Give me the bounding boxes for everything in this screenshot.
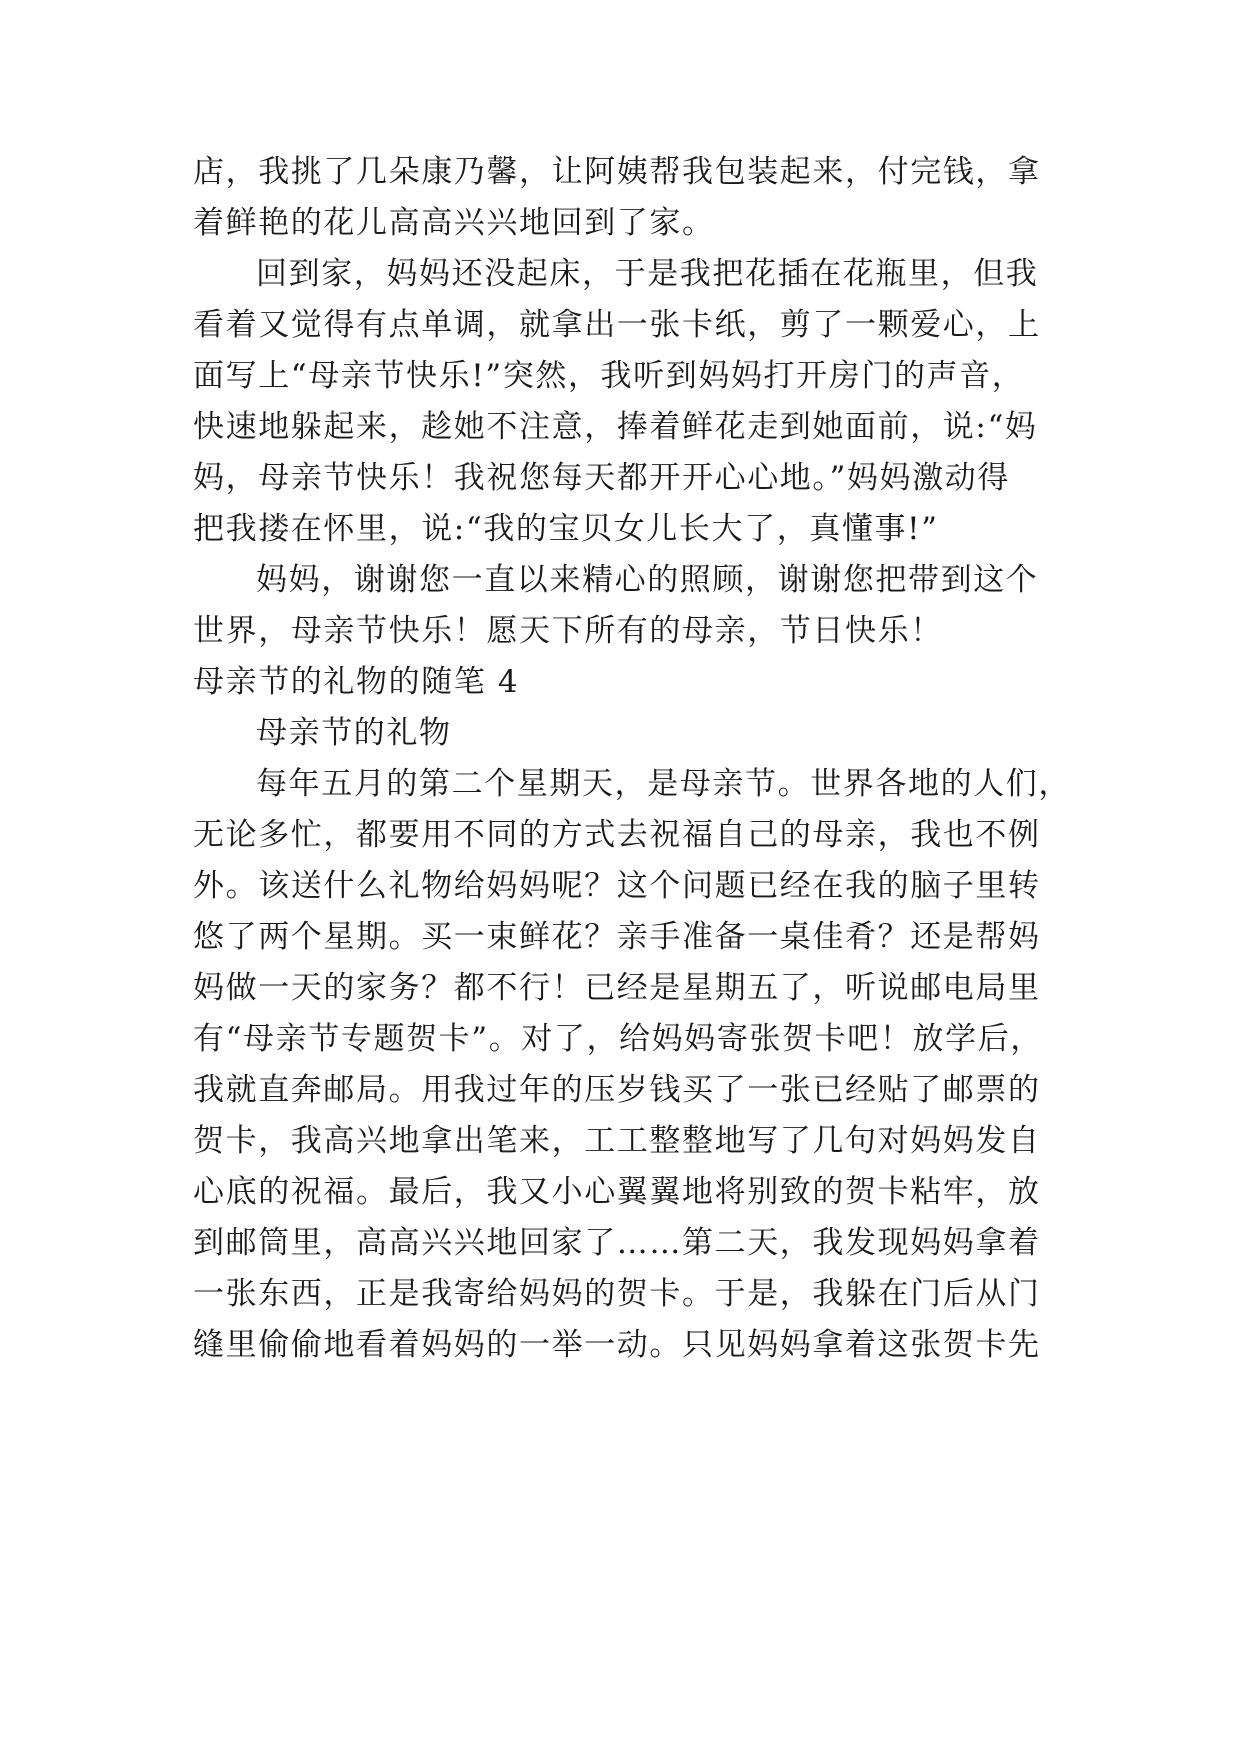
- text-line: 世界，母亲节快乐！愿天下所有的母亲，节日快乐！: [193, 613, 943, 649]
- text-line: 妈，母亲节快乐！我祝您每天都开开心心地。”妈妈激动得: [193, 460, 1010, 496]
- text-line: 悠了两个星期。买一束鲜花？亲手准备一桌佳肴？还是帮妈: [193, 919, 1041, 955]
- text-line: 一张东西，正是我寄给妈妈的贺卡。于是，我躲在门后从门: [193, 1276, 1041, 1312]
- paragraph-start-line: 每年五月的第二个星期天，是母亲节。世界各地的人们，: [256, 766, 1071, 802]
- text-line: 把我搂在怀里，说:“我的宝贝女儿长大了，真懂事!”: [193, 511, 939, 547]
- text-line: 心底的祝福。最后，我又小心翼翼地将别致的贺卡粘牢，放: [193, 1174, 1041, 1210]
- text-line: 外。该送什么礼物给妈妈呢？这个问题已经在我的脑子里转: [193, 868, 1041, 904]
- text-line: 着鲜艳的花儿高高兴兴地回到了家。: [193, 205, 715, 241]
- text-line: 面写上“母亲节快乐!”突然，我听到妈妈打开房门的声音，: [193, 358, 1025, 394]
- paragraph-start-line: 妈妈，谢谢您一直以来精心的照顾，谢谢您把带到这个: [256, 562, 1039, 598]
- text-line: 看着又觉得有点单调，就拿出一张卡纸，剪了一颗爱心，上: [193, 307, 1041, 343]
- text-line: 贺卡，我高兴地拿出笔来，工工整整地写了几句对妈妈发自: [193, 1123, 1041, 1159]
- text-line: 我就直奔邮局。用我过年的压岁钱买了一张已经贴了邮票的: [193, 1072, 1041, 1108]
- text-line: 店，我挑了几朵康乃馨，让阿姨帮我包装起来，付完钱，拿: [193, 154, 1041, 190]
- section-heading: 母亲节的礼物的随笔 4: [193, 664, 520, 700]
- text-line: 无论多忙，都要用不同的方式去祝福自己的母亲，我也不例: [193, 817, 1041, 853]
- text-line: 有“母亲节专题贺卡”。对了，给妈妈寄张贺卡吧！放学后，: [193, 1021, 1043, 1057]
- text-line: 缝里偷偷地看着妈妈的一举一动。只见妈妈拿着这张贺卡先: [193, 1327, 1041, 1363]
- text-line: 妈做一天的家务？都不行！已经是星期五了，听说邮电局里: [193, 970, 1041, 1006]
- text-line: 快速地躲起来，趁她不注意，捧着鲜花走到她面前，说:“妈: [193, 409, 1038, 445]
- paragraph-start-line: 回到家，妈妈还没起床，于是我把花插在花瓶里，但我: [256, 256, 1039, 292]
- text-line: 到邮筒里，高高兴兴地回家了……第二天，我发现妈妈拿着: [193, 1225, 1041, 1261]
- article-title: 母亲节的礼物: [256, 715, 452, 751]
